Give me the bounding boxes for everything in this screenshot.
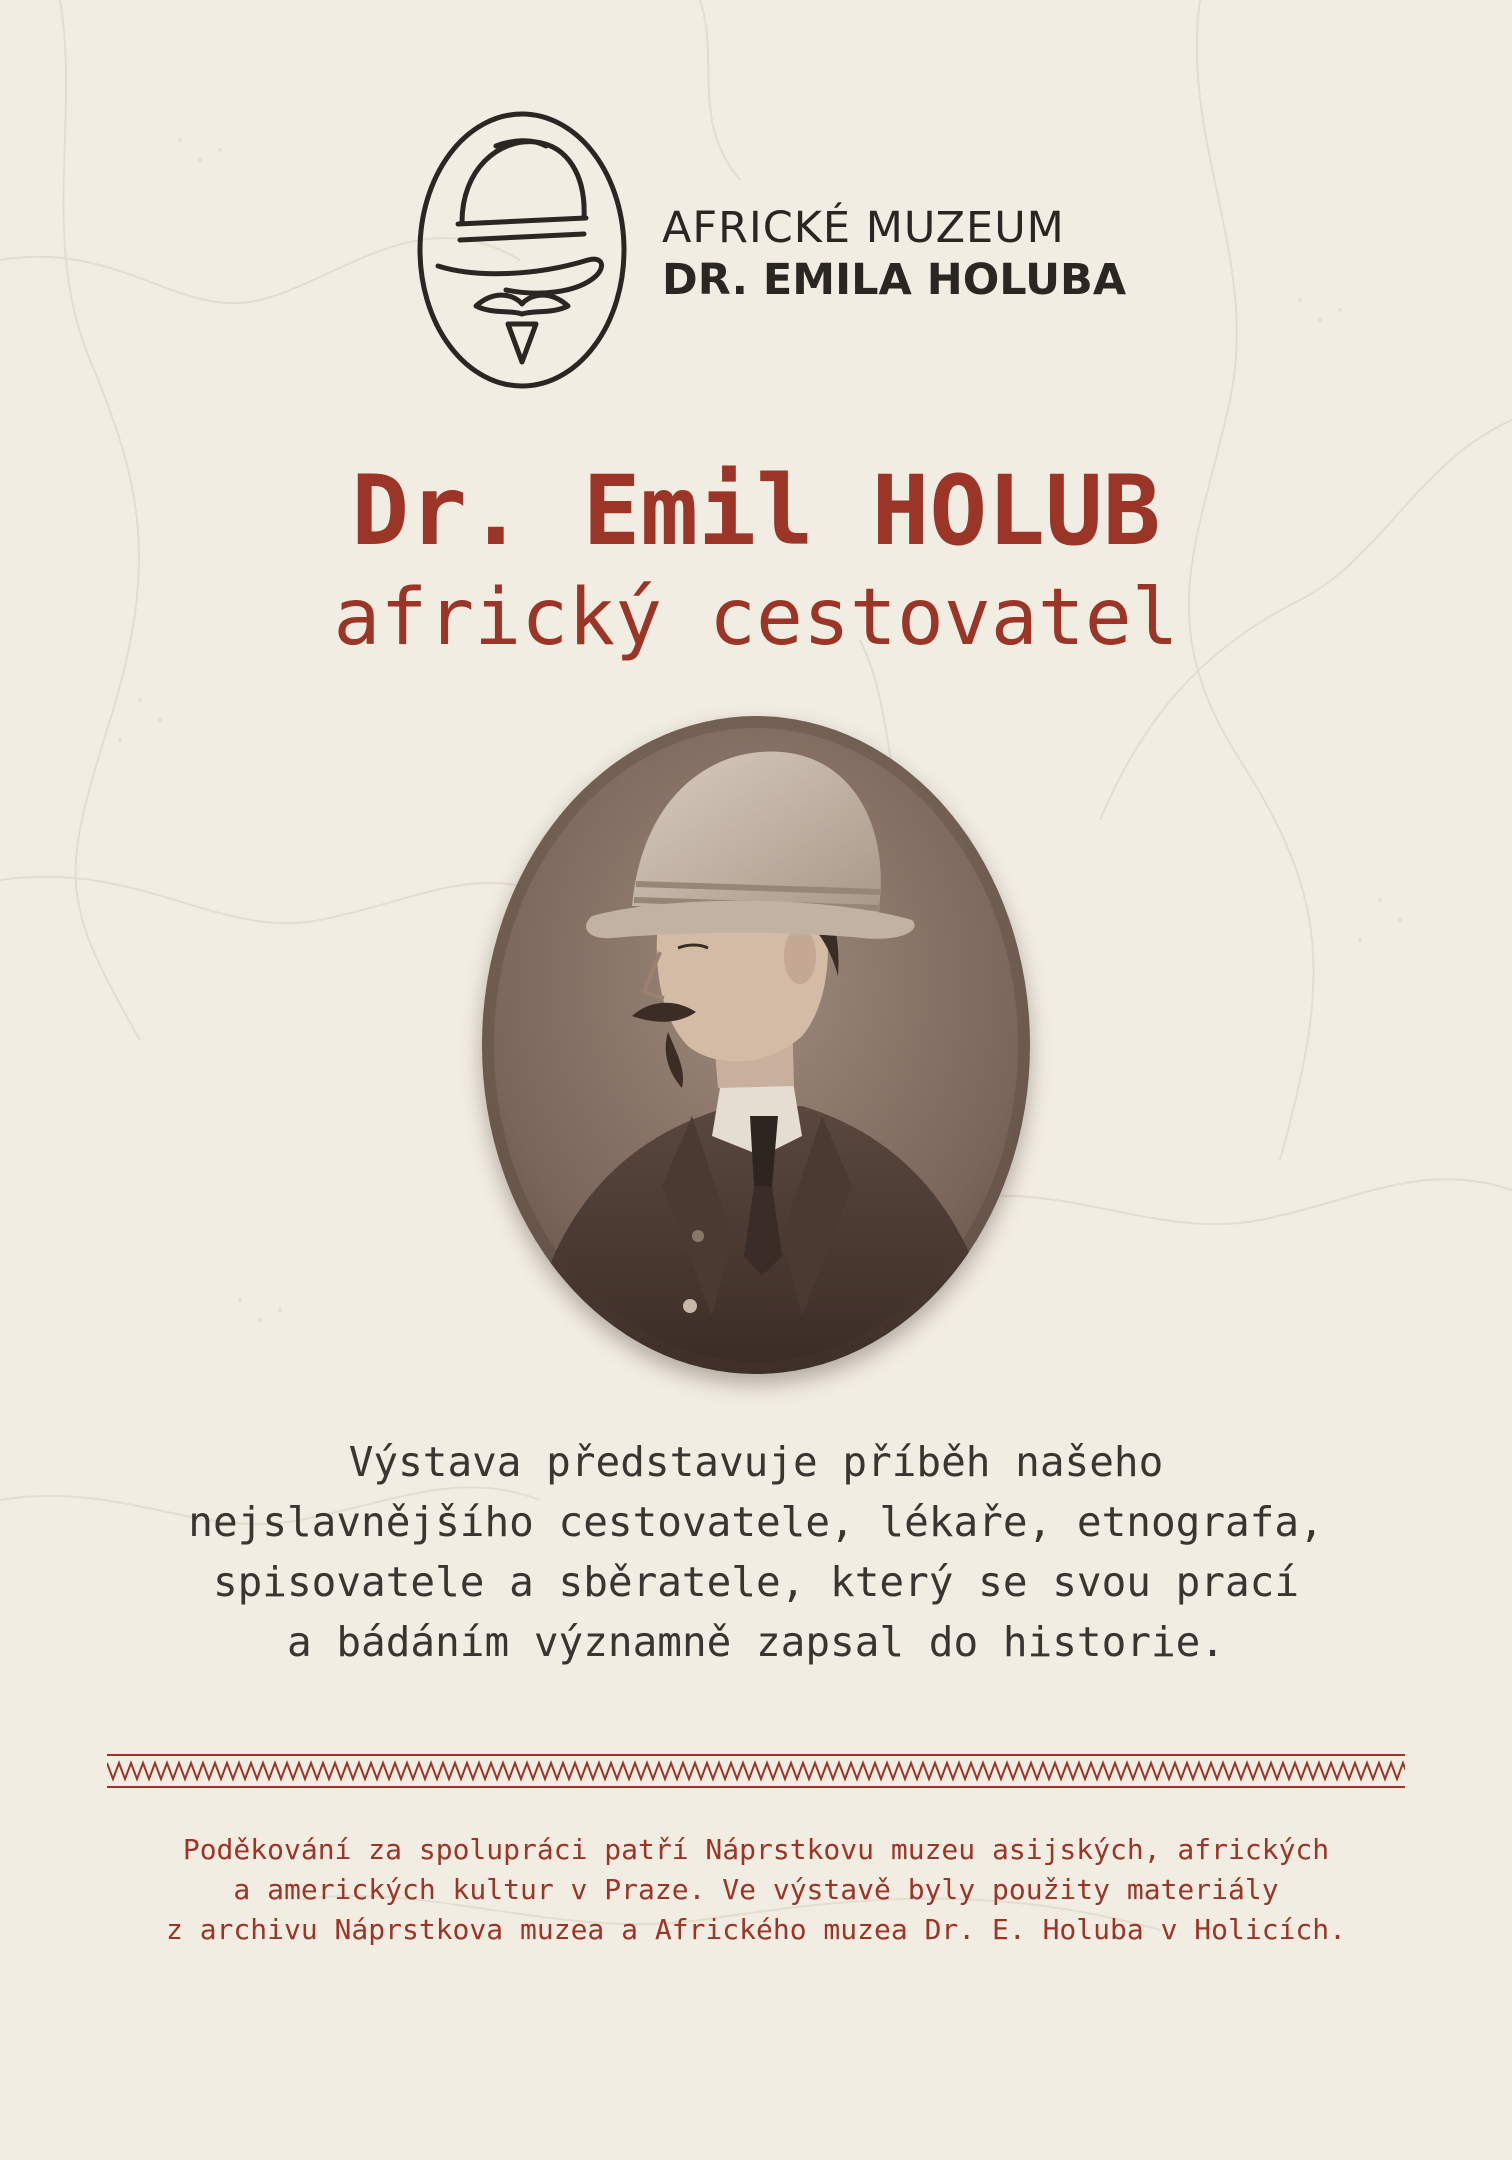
portrait-image [482,716,1030,1374]
page-subtitle: africký cestovatel [333,573,1179,663]
acknowledgements [0,1830,1512,1950]
description-line: nejslavnějšího cestovatele, lékaře, etnografa, [188,1498,1324,1546]
logo-text [662,202,1126,306]
credits-line: z archivu Náprstkova muzea a Afrického muzea Dr. E. Holuba v Holicích. [165,1913,1347,1946]
museum-logo [416,110,1127,390]
credits-line: a amerických kultur v Praze. Ve výstavě byly použity materiály [233,1873,1279,1906]
logo-line-name: DR. EMILA HOLUBA [662,255,1127,305]
pith-helmet-emblem-icon [416,110,628,390]
zigzag-divider [107,1753,1405,1789]
page-title: Dr. Emil HOLUB [351,455,1161,567]
portrait-man-in-pith-helmet-icon [482,716,1030,1374]
logo-line-museum: AFRICKÉ MUZEUM [662,203,1065,253]
description-line: Výstava představuje příběh našeho [348,1438,1164,1486]
exhibition-description [0,1432,1512,1672]
description-line: spisovatele a sběratele, který se svou prací [212,1558,1300,1606]
description-line: a bádáním významně zapsal do historie. [287,1618,1225,1666]
credits-line: Poděkování za spolupráci patří Náprstkovu muzeu asijských, afrických [182,1833,1330,1866]
portrait-frame [482,716,1030,1374]
